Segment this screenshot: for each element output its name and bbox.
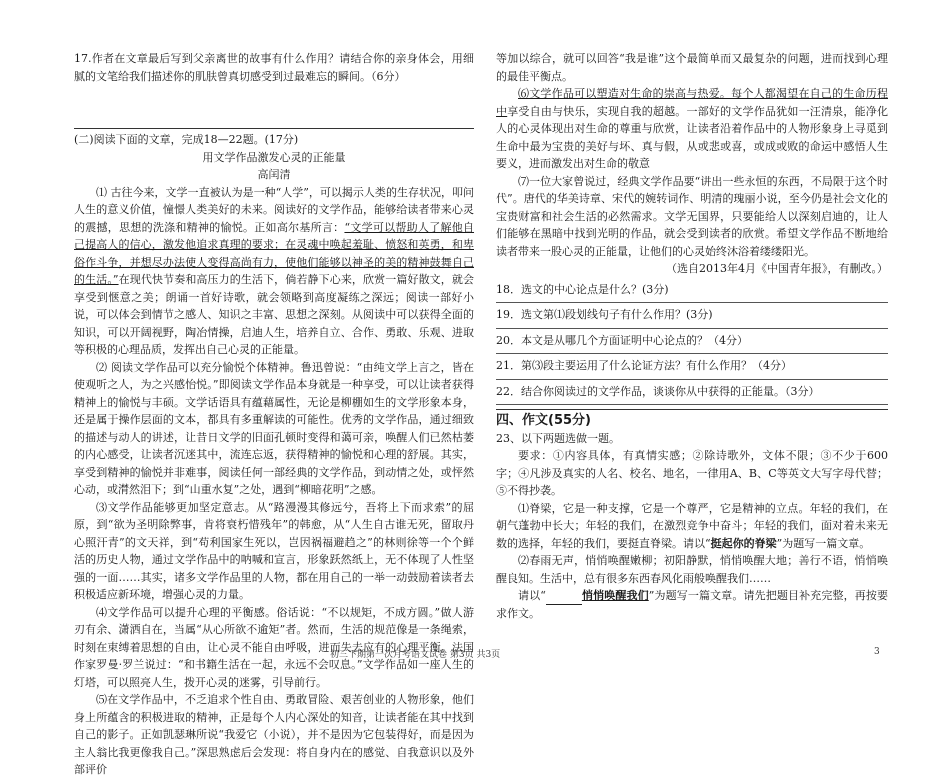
paragraph-7: ⑺一位大家曾说过，经典文学作品要“讲出一些永恒的东西，不局限于这个时代”。唐代的华美诗章、宋代的婉转词作、明清的瑰丽小说，至今仍是社会文化的宝贵财富和社会生活的必然需求。文学无国界，只要能给人以深刻启迪的，让人们能够在黑暗中找到光明的作品，就会受到读者的欣赏。希望文学作品不断地给读者带来一股心灵的正能量，让他们的心灵始终沐浴着缕缕阳光。 bbox=[496, 174, 888, 258]
essay-option-2-prompt: 请以“ 悄悄唤醒我们”为题写一篇文章。请先把题目补充完整，再按要求作文。 bbox=[496, 589, 888, 620]
page-number: 3 bbox=[874, 647, 880, 657]
essay-requirements: 要求：①内容具体，有真情实感；②除诗歌外，文体不限；③不少于600字；④凡涉及真实的人名、校名、地名，一律用A、B、C等英文大写字母代替；⑤不得抄袭。 bbox=[496, 449, 888, 497]
question-21: 21．第⑶段主要运用了什么论证方法？有什么作用？（4分） bbox=[496, 354, 888, 380]
paragraph-3: ⑶文学作品能够更加坚定意志。从“路漫漫其修远兮，吾将上下而求索”的屈原，到“欲为圣明除弊事，肯将衰朽惜残年”的韩愈，从“人生自古谁无死，留取丹心照汗青”的文天祥，到“苟利国家生死以，岂因祸福避趋之”的林则徐等一个个鲜活的历史人物，通过文学作品中的呐喊和宣言，形象跃然纸上，无不体现了人性坚强的一面……其实，诸多文学作品里的人物，都在用自己的一举一动鼓励着读者去积极适应新环境，增强心灵的力量。 bbox=[74, 500, 474, 601]
paragraph-1: ⑴ 古往今来，文学一直被认为是一种“人学”，可以揭示人类的生存状况，叩问人生的意义价值，憧憬人类美好的未来。阅读好的文学作品，能够给读者带来心灵的震撼，思想的洗涤和精神的愉悦。正如高尔基所言：“文学可以帮助人了解他自己提高人的信心，激发他追求真理的要求；在灵魂中唤起羞耻、愤怒和英勇，和卑俗作斗争，并想尽办法使人变得高尚有力，使他们能够以神圣的美的精神鼓舞自己的生活。”在现代快节奏和高压力的生活下，倘若静下心来，欣赏一篇好散文，就会享受到惬意之美；朗诵一首好诗歌，就会领略到高度凝练之深远；阅读一部好小说，可以体会到情节之感人、知识之丰富、思想之深刻。从阅读中可以获得全面的知识，可以开阔视野，陶冶情操，启迪人生，培养自立、合作、勇敢、乐观、进取等积极的心理品质，发挥出自己心灵的正能量。 bbox=[74, 185, 475, 356]
answer-space bbox=[74, 85, 474, 123]
paragraph-4: ⑷文学作品可以提升心理的平衡感。俗话说：“不以规矩，不成方圆。”做人游刃有余、潇洒自在，当属“从心所欲不逾矩”者。然而，生活的规范像是一条绳索，时刻在束缚着思想的自由，让心灵不能自由呼吸，进而失去应有的心理平衡。法国作家罗曼·罗兰说过：“和书籍生活在一起，永远不会叹息。”文学作品如一座人生的灯塔，可以照亮人生，拨开心灵的迷雾，引导前行。 bbox=[74, 605, 474, 689]
question-22: 22．结合你阅读过的文学作品，谈谈你从中获得的正能量。（3分） bbox=[496, 380, 888, 406]
paragraph-5-continued: 等加以综合，就可以回答“我是谁”这个最简单而又最复杂的问题，进而找到心理的最佳平衡点。 bbox=[496, 52, 888, 83]
question-18: 18．选文的中心论点是什么？(3分) bbox=[496, 278, 888, 304]
question-23: 23、以下两题选做一题。 bbox=[496, 431, 620, 445]
page-footer: 初三下期第一次月考语文试卷 第3页 共3页 bbox=[330, 650, 501, 660]
section-2-heading: (二)阅读下面的文章，完成18—22题。(17分) bbox=[74, 133, 299, 146]
question-20: 20．本文是从哪几个方面证明中心论点的？（4分） bbox=[496, 329, 888, 355]
section-divider bbox=[74, 128, 474, 129]
essay-option-1: ⑴脊梁，它是一种支撑，它是一个尊严，它是精神的立点。年轻的我们，在朝气蓬勃中长大；年轻的我们，在激烈竞争中奋斗；年轻的我们，面对着未来无数的选择，年轻的我们，要挺直脊梁。请以“挺起你的脊梁”为题写一篇文章。 bbox=[496, 501, 888, 550]
question-17: 17.作者在文章最后写到父亲离世的故事有什么作用？请结合你的亲身体会，用细腻的文笔给我们描述你的肌肤曾真切感受到过最难忘的瞬间。（6分） bbox=[74, 52, 474, 83]
article-author: 高闰清 bbox=[257, 168, 291, 181]
essay-title-2: 悄悄唤醒我们 bbox=[581, 589, 649, 602]
essay-option-2: ⑵春雨无声，悄悄唤醒嫩柳；初阳静默，悄悄唤醒大地；善行不语，悄悄唤醒良知。生活中，总有很多东西春风化雨般唤醒我们…… bbox=[496, 554, 888, 585]
left-column bbox=[74, 50, 474, 779]
question-19: 19．选文第⑴段划线句子有什么作用？(3分) bbox=[496, 303, 888, 329]
underlined-quote: “文学可以帮助人了解他自己提高人的信心，激发他追求真理的要求；在灵魂中唤起羞耻、愤怒和英勇，和卑俗作斗争，并想尽办法使人变得高尚有力，使他们能够以神圣的美的精神鼓舞自己的生活。” bbox=[74, 220, 475, 286]
right-column bbox=[496, 50, 888, 622]
paragraph-6: ⑹文学作品可以塑造对生命的崇高与热爱。每个人都渴望在自己的生命历程中享受自由与快乐，实现自我的超越。一部好的文学作品犹如一汪清泉，能净化人的心灵体现出对生命的尊重与欣赏，让读者沿着作品中的人物形象身上寻觅到生命中最为宝贵的美好与坏、真与假，从或悲或喜，或成或败的命运中感悟人生要义，进而激发出对生命的敬意 bbox=[496, 87, 889, 170]
underlined-sentence: ⑹文学作品可以塑造对生命的崇高与热爱。每个人都渴望在自己的生命历程中 bbox=[496, 87, 888, 118]
article-title: 用文学作品激发心灵的正能量 bbox=[202, 150, 346, 164]
fill-in-blank[interactable] bbox=[546, 593, 582, 605]
paragraph-2: ⑵ 阅读文学作品可以充分愉悦个体精神。鲁迅曾说：“由纯文学上言之，皆在使观听之人，为之兴感怡悦。”即阅读文学作品本身就是一种享受，可以让读者获得精神上的愉悦与丰硕。文学话语具有蕴藉属性，无论是柳棚如生的文学形象本身，还是属于操作层面的文本，都具有多重解读的可能性。优秀的文学作品，通过细致的描述与动人的讲述，让昔日文学的旧面孔顿时变得和蔼可亲，唤醒人们已然枯萎的内心感受，让读者沉迷其中，流连忘返，获得精神的愉悦和心理的舒展。其实，享受到精神的愉悦并非难事，阅读任何一部经典的文学作品，到动情之处，或怦然心动，或潸然泪下；到“山重水复”之处，遇到“柳暗花明”之感。 bbox=[74, 360, 474, 496]
section-4-heading: 四、作文(55分) bbox=[496, 409, 888, 430]
source-note: （选自2013年4月《中国青年报》，有删改。） bbox=[666, 262, 888, 275]
essay-title-1: 挺起你的脊梁 bbox=[710, 536, 777, 550]
paragraph-5: ⑸在文学作品中，不乏追求个性自由、勇敢冒险、艰苦创业的人物形象，他们身上所蕴含的积极进取的精神，正是每个人内心深处的知音，让读者能在其中找到自己的影子。正如凯瑟琳所说“我爱它（小说），并不是因为它包装得好，而是因为主人翁比我更像我自己。”深思熟虑后会发现：将自身内在的感觉、自我意识以及外部评价 bbox=[74, 693, 474, 776]
